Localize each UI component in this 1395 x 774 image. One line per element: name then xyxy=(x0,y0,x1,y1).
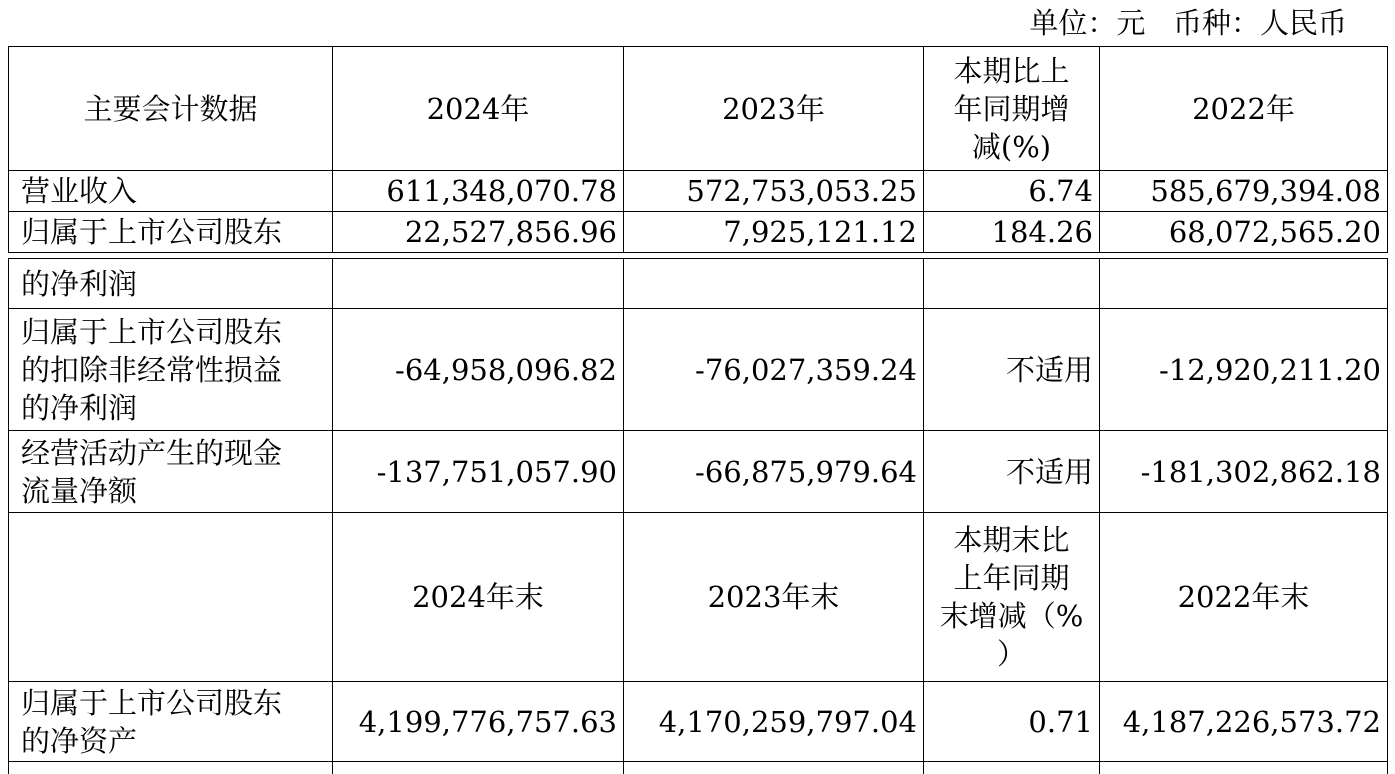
value-2023: -66,875,979.64 xyxy=(624,431,924,513)
subheader-2024-end: 2024年末 xyxy=(333,513,624,682)
value-yoy: 184.26 xyxy=(924,212,1100,253)
table-row-revenue xyxy=(9,171,1388,212)
table-row-net-profit-deducted xyxy=(9,309,1388,431)
row-label: 营业收入 xyxy=(9,171,333,212)
value-2022: -12,920,211.20 xyxy=(1100,309,1388,431)
value-2024: -137,751,057.90 xyxy=(333,431,624,513)
header-main-data: 主要会计数据 xyxy=(9,47,333,171)
value-2024: 611,348,070.78 xyxy=(333,171,624,212)
header-row xyxy=(9,47,1388,171)
value-yoy: 6.74 xyxy=(924,171,1100,212)
table-row-operating-cash-flow xyxy=(9,431,1388,513)
table-row-net-assets xyxy=(9,682,1388,762)
key-accounting-data-table-top xyxy=(8,46,1388,253)
value-2024 xyxy=(333,259,624,309)
table-row-net-profit-cont xyxy=(9,259,1388,309)
value-yoy: 0.71 xyxy=(924,682,1100,762)
header-2023: 2023年 xyxy=(624,47,924,171)
value-2023 xyxy=(624,259,924,309)
value-2022: -181,302,862.18 xyxy=(1100,431,1388,513)
row-label: 归属于上市公司股东 的扣除非经常性损益 的净利润 xyxy=(9,309,333,431)
key-accounting-data-table-bottom xyxy=(8,258,1388,774)
value-2024: 22,527,856.96 xyxy=(333,212,624,253)
unit-currency-note: 单位：元 币种：人民币 xyxy=(1029,6,1347,40)
value-2024: -64,958,096.82 xyxy=(333,309,624,431)
header-2022: 2022年 xyxy=(1100,47,1388,171)
row-label: 的净利润 xyxy=(9,259,333,309)
value-2023: 4,170,259,797.04 xyxy=(624,682,924,762)
value-2023: -76,027,359.24 xyxy=(624,309,924,431)
row-label: 归属于上市公司股东 xyxy=(9,212,333,253)
table-row-net-profit xyxy=(9,212,1388,253)
value-2024: 4,199,776,757.63 xyxy=(333,682,624,762)
value-2022: 4,187,226,573.72 xyxy=(1100,682,1388,762)
value-2022: 68,072,565.20 xyxy=(1100,212,1388,253)
header-yoy-change: 本期比上 年同期增 减(%) xyxy=(924,47,1100,171)
value-2022 xyxy=(1100,259,1388,309)
value-yoy: 不适用 xyxy=(924,431,1100,513)
row-label: 经营活动产生的现金 流量净额 xyxy=(9,431,333,513)
value-2023: 572,753,053.25 xyxy=(624,171,924,212)
subheader-blank xyxy=(9,513,333,682)
value-yoy: 不适用 xyxy=(924,309,1100,431)
subheader-row-period-end xyxy=(9,513,1388,682)
value-2022: 585,679,394.08 xyxy=(1100,171,1388,212)
header-2024: 2024年 xyxy=(333,47,624,171)
value-2023: 7,925,121.12 xyxy=(624,212,924,253)
value-yoy xyxy=(924,259,1100,309)
row-label: 归属于上市公司股东 的净资产 xyxy=(9,682,333,762)
subheader-yoy-change: 本期末比 上年同期 末增减（% ） xyxy=(924,513,1100,682)
subheader-2022-end: 2022年末 xyxy=(1100,513,1388,682)
subheader-2023-end: 2023年末 xyxy=(624,513,924,682)
